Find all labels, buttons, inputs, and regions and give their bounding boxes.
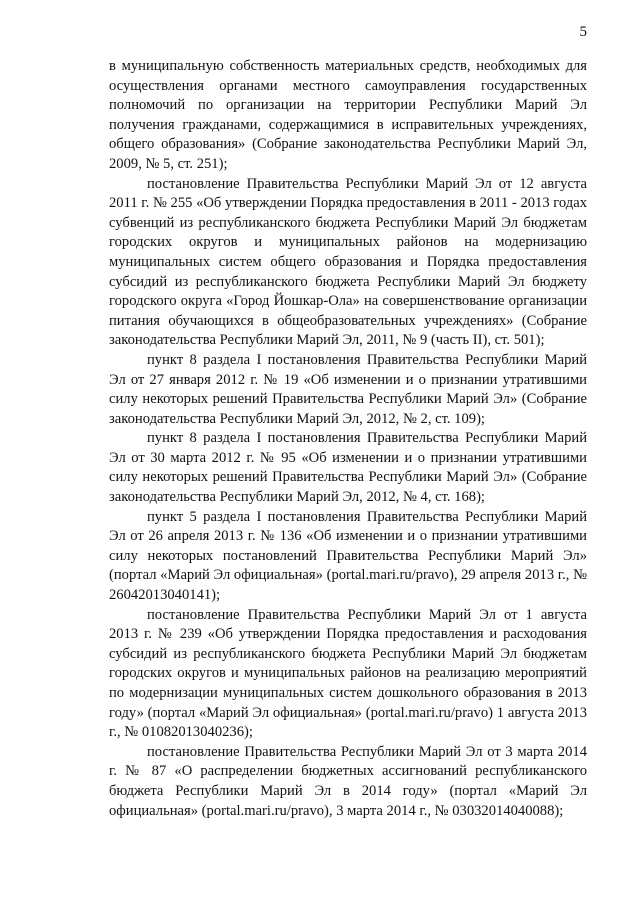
paragraph-decree-87: постановление Правительства Республики Марий Эл от 3 марта 2014 г. № 87 «О распределении бюджетных ассигнований республиканского бюджета Республики Марий Эл в 2014 году» (портал «Марий Эл официальная» (portal.mari.ru/pravo), 3 марта 2014 г., № 03032014040088); (109, 743, 587, 819)
paragraph-decree-239: постановление Правительства Республики Марий Эл от 1 августа 2013 г. № 239 «Об утверждении Порядка предоставления и расходования субсидий из республиканского бюджета Республики Марий Эл бюджетам городских округов и муниципальных районов на реализацию мероприятий по модернизации муниципальных систем дошкольного образования в 2013 году» (портал «Марий Эл официальная» (portal.mari.ru/pravo) 1 августа 2013 г., № 01082013040236); (109, 606, 587, 741)
paragraph-decree-19: пункт 8 раздела I постановления Правительства Республики Марий Эл от 27 января 2012 г. № 19 «Об изменении и о признании утратившими силу некоторых решений Правительства Республики Марий Эл» (Собрание законодательства Республики Марий Эл, 2012, № 2, ст. 109); (109, 351, 587, 427)
page-number: 5 (579, 24, 587, 40)
paragraph-decree-136: пункт 5 раздела I постановления Правительства Республики Марий Эл от 26 апреля 2013 г. № 136 «Об изменении и о признании утратившими силу некоторых постановлений Правительства Республики Марий Эл» (портал «Марий Эл официальная» (portal.mari.ru/pravo), 29 апреля 2013 г., № 26042013040141); (109, 508, 587, 604)
document-body (109, 57, 587, 821)
paragraph-decree-255: постановление Правительства Республики Марий Эл от 12 августа 2011 г. № 255 «Об утверждении Порядка предоставления в 2011 - 2013 годах субвенций из республиканского бюджета Республики Марий Эл бюджетам городских округов и муниципальных районов на модернизацию муниципальных систем общего образования и Порядка предоставления субсидий из республиканского бюджета Республики Марий Эл бюджету городского округа «Город Йошкар-Ола» на совершенствование организации питания обучающихся в общеобразовательных учреждениях» (Собрание законодательства Республики Марий Эл, 2011, № 9 (часть II), ст. 501); (109, 175, 587, 349)
paragraph-continuation: в муниципальную собственность материальных средств, необходимых для осуществления органами местного самоуправления государственных полномочий по организации на территории Республики Марий Эл получения гражданами, содержащимися в исправительных учреждениях, общего образования» (Собрание законодательства Республики Марий Эл, 2009, № 5, ст. 251); (109, 58, 587, 172)
paragraph-decree-95: пункт 8 раздела I постановления Правительства Республики Марий Эл от 30 марта 2012 г. № 95 «Об изменении и о признании утратившими силу некоторых решений Правительства Республики Марий Эл» (Собрание законодательства Республики Марий Эл, 2012, № 4, ст. 168); (109, 430, 587, 506)
